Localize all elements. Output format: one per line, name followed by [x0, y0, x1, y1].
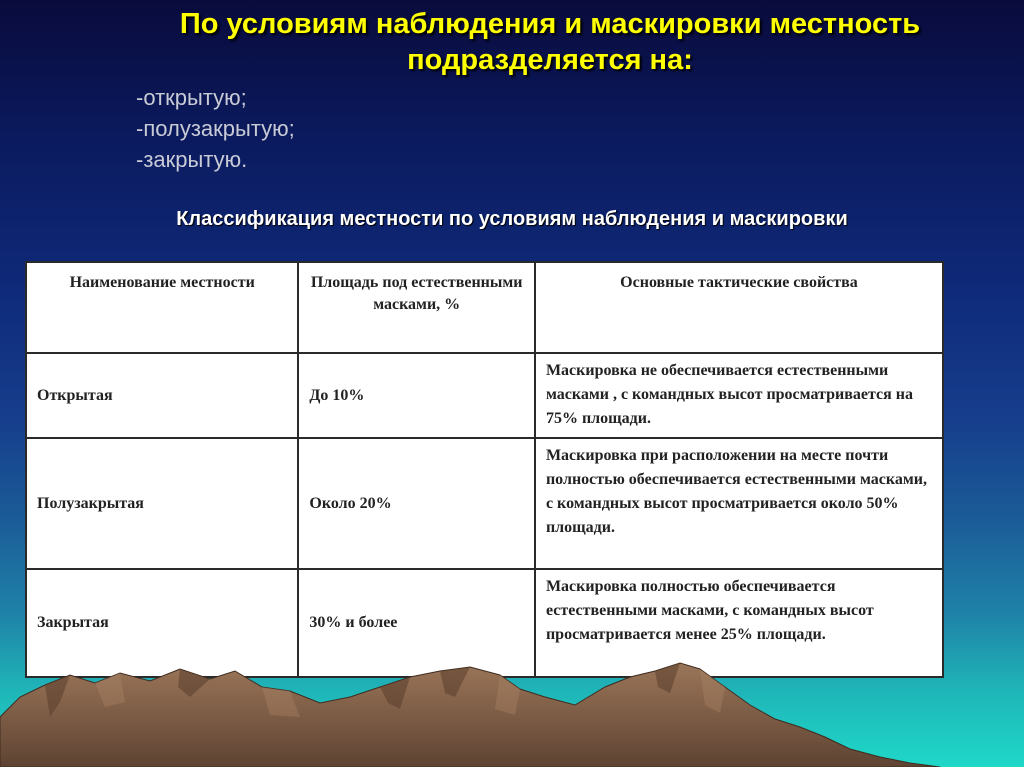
slide-title-line-2: подразделяется на:: [407, 44, 693, 76]
terrain-type-item-closed: -закрытую.: [136, 147, 248, 172]
header-terrain-name: Наименование местности: [26, 262, 298, 353]
cell-terrain-name: Полузакрытая: [26, 438, 298, 569]
cell-mask-area: До 10%: [298, 353, 535, 438]
mountain-range: [0, 663, 940, 767]
cell-mask-area: Около 20%: [298, 438, 535, 569]
terrain-type-list: [136, 82, 295, 175]
header-mask-area: Площадь под естественными масками, %: [298, 262, 535, 353]
cell-tactical-properties: Маскировка полностью обеспечивается естественными масками, с командных высот просматривается менее 25% площади.: [535, 569, 943, 677]
slide-title: [60, 6, 1024, 78]
table-caption: Классификация местности по условиям наблюдения и маскировки: [176, 208, 848, 230]
terrain-type-item-semi-closed: -полузакрытую;: [136, 116, 295, 141]
cell-tactical-properties: Маскировка при расположении на месте почти полностью обеспечивается естественными масками, с командных высот просматривается около 50% площади.: [535, 438, 943, 569]
table-header-row: [26, 262, 943, 353]
mountains-illustration: [0, 657, 1024, 767]
terrain-classification-table: [25, 261, 944, 678]
header-tactical-properties: Основные тактические свойства: [535, 262, 943, 353]
table-row: [26, 438, 943, 569]
cell-terrain-name: Закрытая: [26, 569, 298, 677]
table-row: [26, 353, 943, 438]
terrain-type-item-open: -открытую;: [136, 85, 247, 110]
cell-mask-area: 30% и более: [298, 569, 535, 677]
cell-tactical-properties: Маскировка не обеспечивается естественными масками , с командных высот просматривается на 75% площади.: [535, 353, 943, 438]
cell-terrain-name: Открытая: [26, 353, 298, 438]
slide-title-line-1: По условиям наблюдения и маскировки местность: [179, 8, 921, 40]
